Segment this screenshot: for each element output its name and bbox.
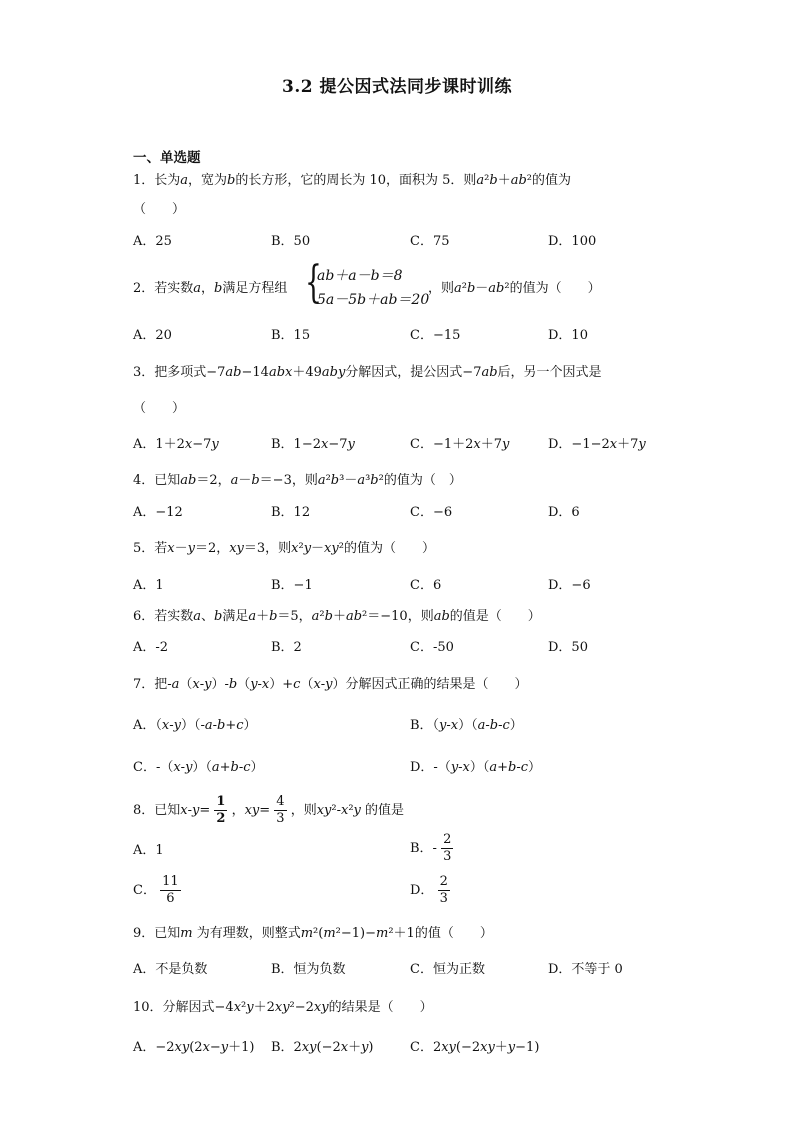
question-5-text: 5．若𝑥－𝑦＝2，𝑥𝑦＝3，则𝑥²𝑦－𝑥𝑦²的值为（ ） (133, 541, 435, 556)
q9-option-c: C．恒为正数 (410, 962, 485, 977)
section-heading: 一、单选题 (133, 150, 201, 166)
q8-post: ，则𝑥𝑦²-𝑥²𝑦 的值是 (290, 803, 405, 818)
q5-option-c: C．6 (410, 578, 442, 593)
equation-2: 5𝑎－5𝑏＋𝑎𝑏＝20 (317, 292, 430, 308)
question-2-pre: 2．若实数𝑎，𝑏满足方程组 (133, 281, 288, 296)
q7-option-c: C．-（𝑥-𝑦）（𝑎+𝑏-𝑐） (133, 760, 264, 775)
q8-option-c-pre: C． (133, 883, 156, 898)
q7-option-a: A．（𝑥-𝑦）（-𝑎-𝑏+𝑐） (133, 718, 257, 733)
q8-pre: 8．已知𝑥-𝑦= (133, 803, 211, 818)
q7-option-b: B．（𝑦-𝑥）（𝑎-𝑏-𝑐） (410, 718, 523, 733)
q8-d-num: 2 (439, 874, 448, 889)
page-title: 3.2 提公因式法同步课时训练 (282, 77, 512, 97)
q3-option-c: C．−1＋2𝑥＋7𝑦 (410, 437, 510, 452)
q8-option-c (133, 874, 181, 907)
q8-fraction-1 (214, 794, 227, 827)
q8-option-b (410, 832, 453, 865)
q3-option-d: D．−1−2𝑥＋7𝑦 (548, 437, 646, 452)
q8-option-b-fraction (441, 832, 453, 865)
q10-option-b: B．2𝑥𝑦(−2𝑥＋𝑦) (271, 1040, 374, 1055)
q8-option-b-pre: B．- (410, 841, 437, 856)
q8-f1-num: 1 (216, 794, 226, 809)
question-4-text: 4．已知𝑎𝑏＝2，𝑎－𝑏＝−3，则𝑎²𝑏³－𝑎³𝑏²的值为（ ） (133, 473, 462, 488)
q4-option-c: C．−6 (410, 505, 453, 520)
q8-option-d-pre: D． (410, 883, 434, 898)
q8-b-num: 2 (443, 832, 452, 847)
question-1-paren: （ ） (133, 202, 186, 217)
q3-option-a: A．1＋2𝑥−7𝑦 (133, 437, 219, 452)
q1-option-c: C．75 (410, 234, 450, 249)
q2-option-d: D．10 (548, 328, 588, 343)
q6-option-c: C．-50 (410, 640, 454, 655)
q2-option-b: B．15 (271, 328, 311, 343)
question-8 (133, 794, 404, 827)
q2-option-c: C．−15 (410, 328, 461, 343)
q8-f1-den: 2 (216, 811, 226, 826)
q9-option-a: A．不是负数 (133, 962, 208, 977)
q10-option-a: A．−2𝑥𝑦(2𝑥−𝑦＋1) (133, 1040, 255, 1055)
q6-option-a: A．-2 (133, 640, 169, 655)
question-9-text: 9．已知𝑚 为有理数，则整式𝑚²(𝑚²−1)−𝑚²＋1的值（ ） (133, 926, 493, 941)
q6-option-d: D．50 (548, 640, 588, 655)
brace-icon: { (305, 257, 322, 308)
q8-option-d-fraction (438, 874, 450, 907)
q4-option-a: A．−12 (133, 505, 183, 520)
q1-option-a: A．25 (133, 234, 172, 249)
q8-c-den: 6 (166, 891, 175, 906)
q8-option-c-fraction (160, 874, 181, 907)
q5-option-b: B．−1 (271, 578, 313, 593)
q2-option-a: A．20 (133, 328, 172, 343)
question-7-text: 7．把-𝑎（𝑥-𝑦）-𝑏（𝑦-𝑥）+𝑐（𝑥-𝑦）分解因式正确的结果是（ ） (133, 677, 528, 692)
q6-option-b: B．2 (271, 640, 302, 655)
q4-option-b: B．12 (271, 505, 311, 520)
question-6-text: 6．若实数𝑎、𝑏满足𝑎＋𝑏＝5，𝑎²𝑏＋𝑎𝑏²＝−10，则𝑎𝑏的值是（ ） (133, 609, 541, 624)
q1-option-d: D．100 (548, 234, 597, 249)
q9-option-d: D．不等于 0 (548, 962, 623, 977)
q8-f2-den: 3 (276, 811, 285, 826)
q8-mid: ，𝑥𝑦= (231, 803, 271, 818)
q9-option-b: B．恒为负数 (271, 962, 346, 977)
equation-1: 𝑎𝑏＋𝑎－𝑏＝8 (317, 268, 403, 284)
q8-f2-num: 4 (276, 794, 285, 809)
question-1-text: 1．长为𝑎，宽为𝑏的长方形，它的周长为 10，面积为 5．则𝑎²𝑏＋𝑎𝑏²的值为 (133, 173, 571, 188)
q8-b-den: 3 (443, 849, 452, 864)
q8-c-num: 11 (162, 874, 179, 889)
question-3-text: 3．把多项式−7𝑎𝑏−14𝑎𝑏𝑥＋49𝑎𝑏𝑦分解因式，提公因式−7𝑎𝑏后，另一个因式是 (133, 365, 602, 380)
q8-fraction-2 (274, 794, 286, 827)
question-10-text: 10．分解因式−4𝑥²𝑦＋2𝑥𝑦²−2𝑥𝑦的结果是（ ） (133, 1000, 433, 1015)
q8-option-a: A．1 (133, 843, 164, 858)
question-2-post: ，则𝑎²𝑏－𝑎𝑏²的值为（ ） (428, 281, 601, 296)
question-3-paren: （ ） (133, 401, 186, 416)
q5-option-a: A．1 (133, 578, 164, 593)
q10-option-c: C．2𝑥𝑦(−2𝑥𝑦＋𝑦−1) (410, 1040, 540, 1055)
q3-option-b: B．1−2𝑥−7𝑦 (271, 437, 355, 452)
q4-option-d: D．6 (548, 505, 580, 520)
q7-option-d: D．-（𝑦-𝑥）（𝑎+𝑏-𝑐） (410, 760, 542, 775)
q8-d-den: 3 (439, 891, 448, 906)
q5-option-d: D．−6 (548, 578, 591, 593)
q8-option-d (410, 874, 450, 907)
q1-option-b: B．50 (271, 234, 311, 249)
